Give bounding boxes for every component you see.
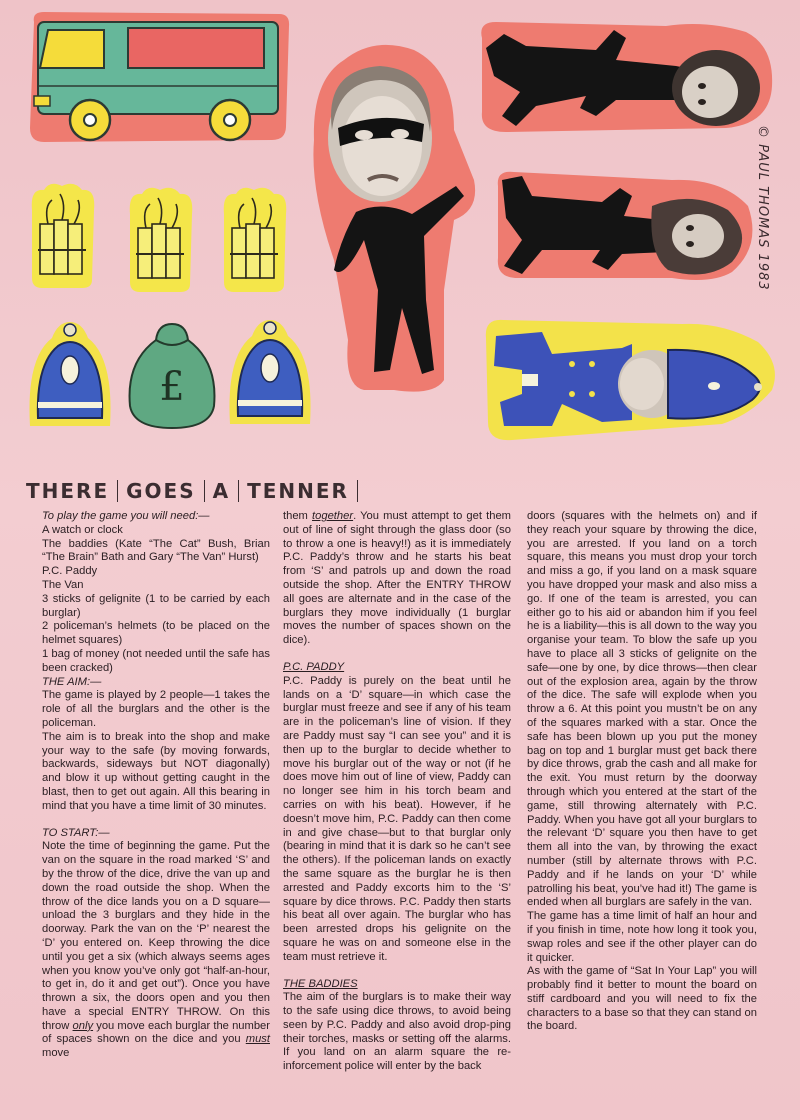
gelignite-icon[interactable] — [26, 180, 100, 290]
text-column-3 — [527, 510, 757, 1034]
text-column-1 — [42, 510, 270, 1061]
gelignite-icon[interactable] — [124, 184, 198, 294]
emphasis: together — [312, 510, 354, 522]
list-item: The baddies (Kate “The Cat” Bush, Brian “The Brain” Bath and Gary “The Van” Hurst) — [42, 537, 270, 564]
paragraph: doors (squares with the helmets on) and if they reach your square by throwing the dice, you are arrested. If you land on a torch square, this means you must drop your torch and miss a go, if you land on a mask square you have dropped your mask and also miss a go. If one of the team is arrested, you can either go to his aid or abandon him if you feel he is a liability—this is all down to the way you organise your team. To blow the safe up you have to place all 3 sticks of gelignite on the safe—one by one, by dice throws—then clear out of the explosion area, again by the throw of the dice. The safe will explode when you throw a 6. At this point you mustn’t be on any of the squares marked with a star. Once the safe has been blown up you put the money bag on top and 1 burglar must get back there by dice throws, grab the cash and all make for the exit. You must return by the doorway through which you entered at the start of the game, still throwing alternately with P.C. Paddy. When you have got all your burglars to the relevant ‘D’ square you then have to get them all into the van, by throwing the exact number (still by alternate throws with P.C. Paddy and if he lands on your ‘D’ while patrolling his beat, you’ve had it!) The game is ended when all burglars are safely in the van. — [527, 510, 757, 909]
emphasis: only — [72, 1019, 94, 1032]
text-run: them — [283, 510, 313, 522]
copyright-credit: © PAUL THOMAS 1983 — [755, 125, 770, 291]
helmet-icon[interactable] — [22, 318, 118, 432]
paragraph — [42, 840, 270, 1061]
list-item: A watch or clock — [42, 523, 123, 536]
text-run: Note the time of beginning the game. Put the van on the square in the road marked ‘S’ and by the throw of the dice, drive the van up and down the road outside the shop. When the throw of the dice lands you on a D square—unload the 3 burglars and they hide in the doorway. Park the van on the ‘P’ nearest the ‘D’ you entered on. Keep throwing the dice until you get a six (which always seems ages when you know you’ve only got “half-an-hour, to get in, do it and get out”). Once you have thrown a six, the doors open and you then have a special ENTRY THROW. On this throw — [42, 840, 270, 1032]
paragraph: P.C. Paddy is purely on the beat until he lands on a ‘D’ square—in which case the burglar must freeze and see if any of his team are in the policeman’s line of vision. If they are Paddy must say “I can see you” and it is then up to the burglar to decide whether to move his burglar out of the way or not (if he does move him out of line of view, Paddy can no longer see him in his torch beam and carries on with his beat). However, if he doesn’t move him, P.C. Paddy can then come in and give chase—but to that burglar only (bearing in mind that it is dark so he can’t see the others). If the policeman lands on exactly the same square as the burglar he is then arrested and Paddy excorts him to the ‘S’ square by dice throws. P.C. Paddy then starts his beat all over again. The burglar who has been arrested drops his gelignite on the square he was on and someone else in the team must retrieve it. — [283, 674, 511, 963]
pound-sign: £ — [159, 364, 185, 410]
policeman-figure[interactable] — [482, 314, 782, 444]
text-run: you move each burglar the number of spaces shown on the dice and you — [42, 1019, 270, 1046]
gelignite-icon[interactable] — [218, 184, 292, 294]
list-item: 3 sticks of gelignite (1 to be carried by each burglar) — [42, 592, 270, 619]
paragraph: The aim is to break into the shop and make your way to the safe (by moving forwards, backwards, sideways but NOT diagonally) and blow it up without getting caught in the blast, then to get out again. All this bearing in mind that you have a time limit of 30 minutes. — [42, 730, 270, 812]
paragraph: As with the game of “Sat In Your Lap” you will probably find it better to mount the board on stiff cardboard and you will need to fix the characters to a base so that they can stand on the board. — [527, 965, 757, 1033]
emphasis: must — [245, 1033, 270, 1046]
text-run: move — [42, 1047, 70, 1060]
paragraph: The game is played by 2 people—1 takes the role of all the burglars and the other is the policeman. — [42, 689, 270, 729]
text-column-2 — [283, 510, 511, 1074]
text-run: . You must attempt to get them out of line of sight through the glass door (so to throw a one is heavy!!) as it is immediately P.C. Paddy’s throw and he starts his beat from ‘S’ and patrols up and down the road outside the shop. After the ENTRY THROW all goes are alternate and in the case of the burglars they move individually (1 burglar moves the number of spaces shown on the dice). — [283, 510, 511, 647]
list-item: 2 policeman’s helmets (to be placed on the helmet squares) — [42, 620, 270, 647]
paragraph — [283, 510, 511, 648]
title-word: TENNER — [239, 480, 358, 502]
section-heading-paddy: P.C. PADDY — [283, 660, 345, 673]
intro-line: To play the game you will need:— — [42, 510, 210, 522]
list-item: 1 bag of money (not needed until the safe has been cracked) — [42, 647, 270, 674]
list-item: P.C. Paddy — [42, 565, 98, 578]
burglar-figure[interactable] — [476, 16, 776, 136]
list-item: The Van — [42, 578, 84, 591]
section-heading-aim: THE AIM:— — [42, 675, 102, 688]
money-bag-icon[interactable] — [124, 318, 220, 432]
title-word: GOES — [118, 480, 204, 502]
page-title — [22, 478, 358, 504]
paragraph: The aim of the burglars is to make their way to the safe using dice throws, to avoid being seen by P.C. Paddy and also avoid drop-ping their torches, masks or setting off the alarms. If you land on an alarm square the re-inforcement police will enter by the back — [283, 991, 511, 1073]
burglar-figure[interactable] — [304, 40, 480, 396]
paragraph: The game has a time limit of half an hour and if you finish in time, note how long it took you, swap roles and see if the other player can do it quicker. — [527, 910, 757, 964]
burglar-figure[interactable] — [492, 166, 762, 286]
title-word: THERE — [22, 480, 118, 502]
van-icon[interactable] — [24, 8, 292, 150]
section-heading-baddies: THE BADDIES — [283, 977, 358, 990]
section-heading-start: TO START:— — [42, 826, 110, 839]
title-word: A — [205, 480, 239, 502]
